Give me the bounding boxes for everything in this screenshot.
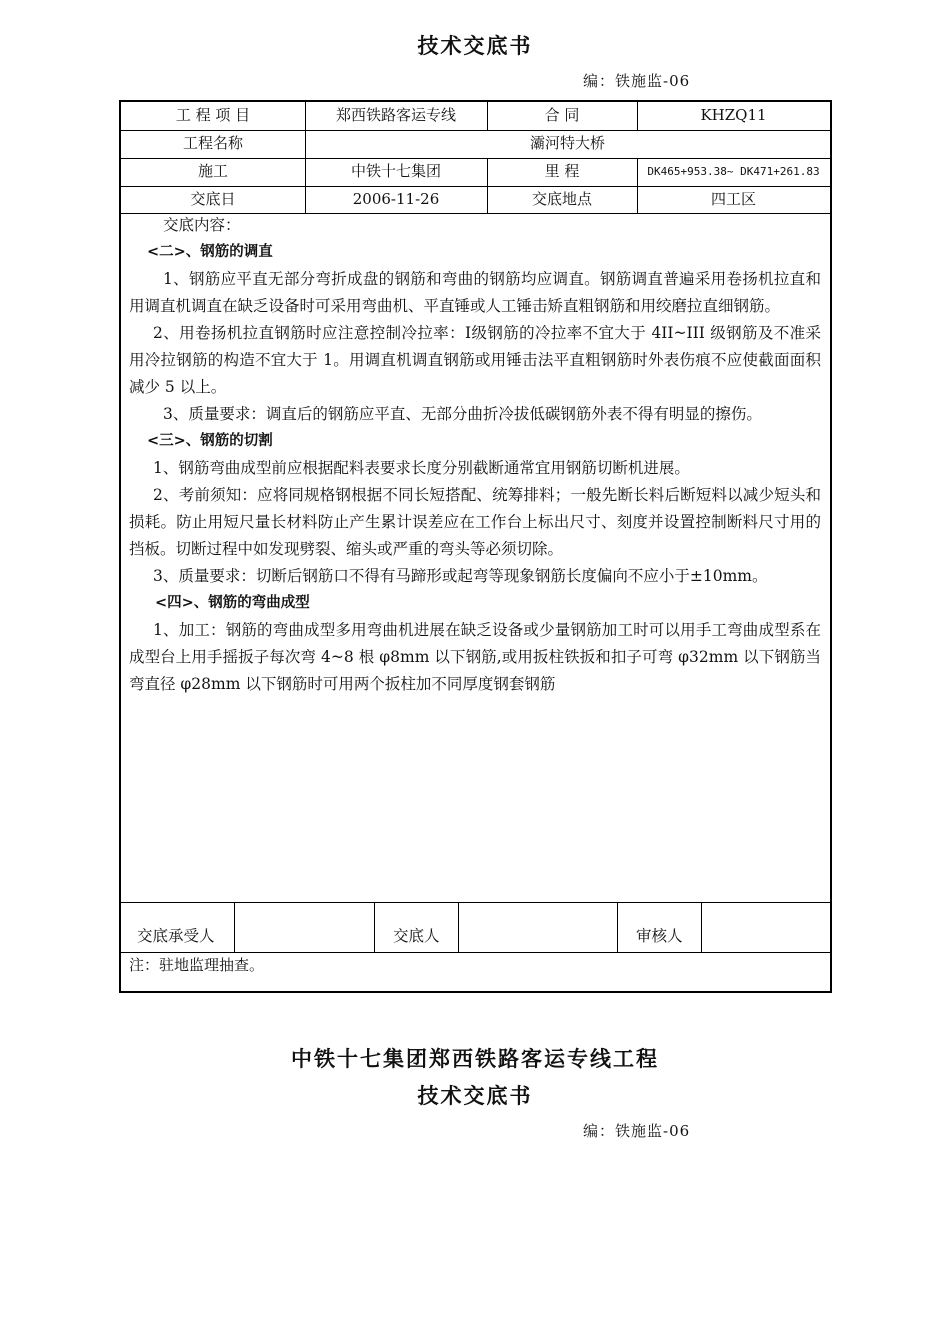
section-heading: <四>、钢筋的弯曲成型 xyxy=(155,595,310,611)
disclosure-place-value: 四工区 xyxy=(710,190,756,208)
project-name-value: 灞河特大桥 xyxy=(529,134,605,152)
form-code: 编：铁施监-06 xyxy=(583,72,691,90)
footer-form-code: 编：铁施监-06 xyxy=(583,1122,691,1140)
footer-document-title: 技术交底书 xyxy=(417,1083,533,1108)
contract-label: 合 同 xyxy=(544,106,580,124)
content-label: 交底内容： xyxy=(163,216,241,234)
receiver-label: 交底承受人 xyxy=(137,927,215,945)
col-divider xyxy=(701,902,702,952)
paragraph: 1、钢筋弯曲成型前应根据配料表要求长度分别截断通常宜用钢筋切断机进展。 xyxy=(153,459,690,477)
mileage-label: 里 程 xyxy=(544,162,580,180)
disclosure-date-value: 2006-11-26 xyxy=(352,190,440,208)
construction-label: 施工 xyxy=(197,162,228,180)
row-divider xyxy=(121,952,830,953)
col-divider xyxy=(234,902,235,952)
document-title: 技术交底书 xyxy=(417,33,533,58)
paragraph: 2、用卷扬机拉直钢筋时应注意控制冷拉率：I级钢筋的冷拉率不宜大于 4II~III 级钢筋及不准采用冷拉钢筋的构造不宜大于 1。用调直机调直钢筋或用锤击法平直粗钢筋时外表伤痕不应使截面面积减少 5 以上。 xyxy=(129,324,821,396)
presenter-label: 交底人 xyxy=(393,927,440,945)
section-heading: <二>、钢筋的调直 xyxy=(147,244,273,260)
construction-value: 中铁十七集团 xyxy=(350,162,441,180)
project-item-value: 郑西铁路客运专线 xyxy=(335,106,456,124)
col-divider xyxy=(374,902,375,952)
contract-value: KHZQ11 xyxy=(700,106,767,124)
col-divider xyxy=(458,902,459,952)
reviewer-label: 审核人 xyxy=(636,927,683,945)
paragraph: 2、考前须知：应将同规格钢根据不同长短搭配、统筹排料；一般先断长料后断短料以减少短头和损耗。防止用短尺量长材料防止产生累计误差应在工作台上标出尺寸、刻度并设置控制断料尺寸用的挡板。切断过程中如发现劈裂、缩头或严重的弯头等必须切除。 xyxy=(129,486,821,558)
supervision-note: 注：驻地监理抽查。 xyxy=(129,956,265,974)
paragraph: 1、加工：钢筋的弯曲成型多用弯曲机进展在缺乏设备或少量钢筋加工时可以用手工弯曲成型系在成型台上用手摇扳子每次弯 4~8 根 φ8mm 以下钢筋,或用扳柱铁扳和扣子可弯 φ32mm 以下钢筋当弯直径 φ28mm 以下钢筋时可用两个扳柱加不同厚度钢套钢筋 xyxy=(129,621,821,693)
row-divider xyxy=(121,902,830,903)
project-name-label: 工程名称 xyxy=(182,134,243,152)
col-divider xyxy=(617,902,618,952)
disclosure-place-label: 交底地点 xyxy=(531,190,592,208)
disclosure-content xyxy=(129,212,821,698)
paragraph: 3、质量要求：切断后钢筋口不得有马蹄形或起弯等现象钢筋长度偏向不应小于±10mm。 xyxy=(153,567,768,585)
paragraph: 3、质量要求：调直后的钢筋应平直、无部分曲折冷拔低碳钢筋外表不得有明显的擦伤。 xyxy=(163,405,762,423)
project-item-label: 工 程 项 目 xyxy=(175,106,251,124)
paragraph: 1、钢筋应平直无部分弯折成盘的钢筋和弯曲的钢筋均应调直。钢筋调直普遍采用卷扬机拉直和用调直机调直在缺乏设备时可采用弯曲机、平直锤或人工锤击矫直粗钢筋和用绞磨拉直细钢筋。 xyxy=(129,270,821,315)
mileage-value: DK465+953.38~ DK471+261.83 xyxy=(647,165,820,178)
section-heading: <三>、钢筋的切割 xyxy=(147,433,273,449)
footer-company-title: 中铁十七集团郑西铁路客运专线工程 xyxy=(291,1046,659,1071)
disclosure-date-label: 交底日 xyxy=(190,190,236,208)
disclosure-form-table xyxy=(119,100,832,993)
